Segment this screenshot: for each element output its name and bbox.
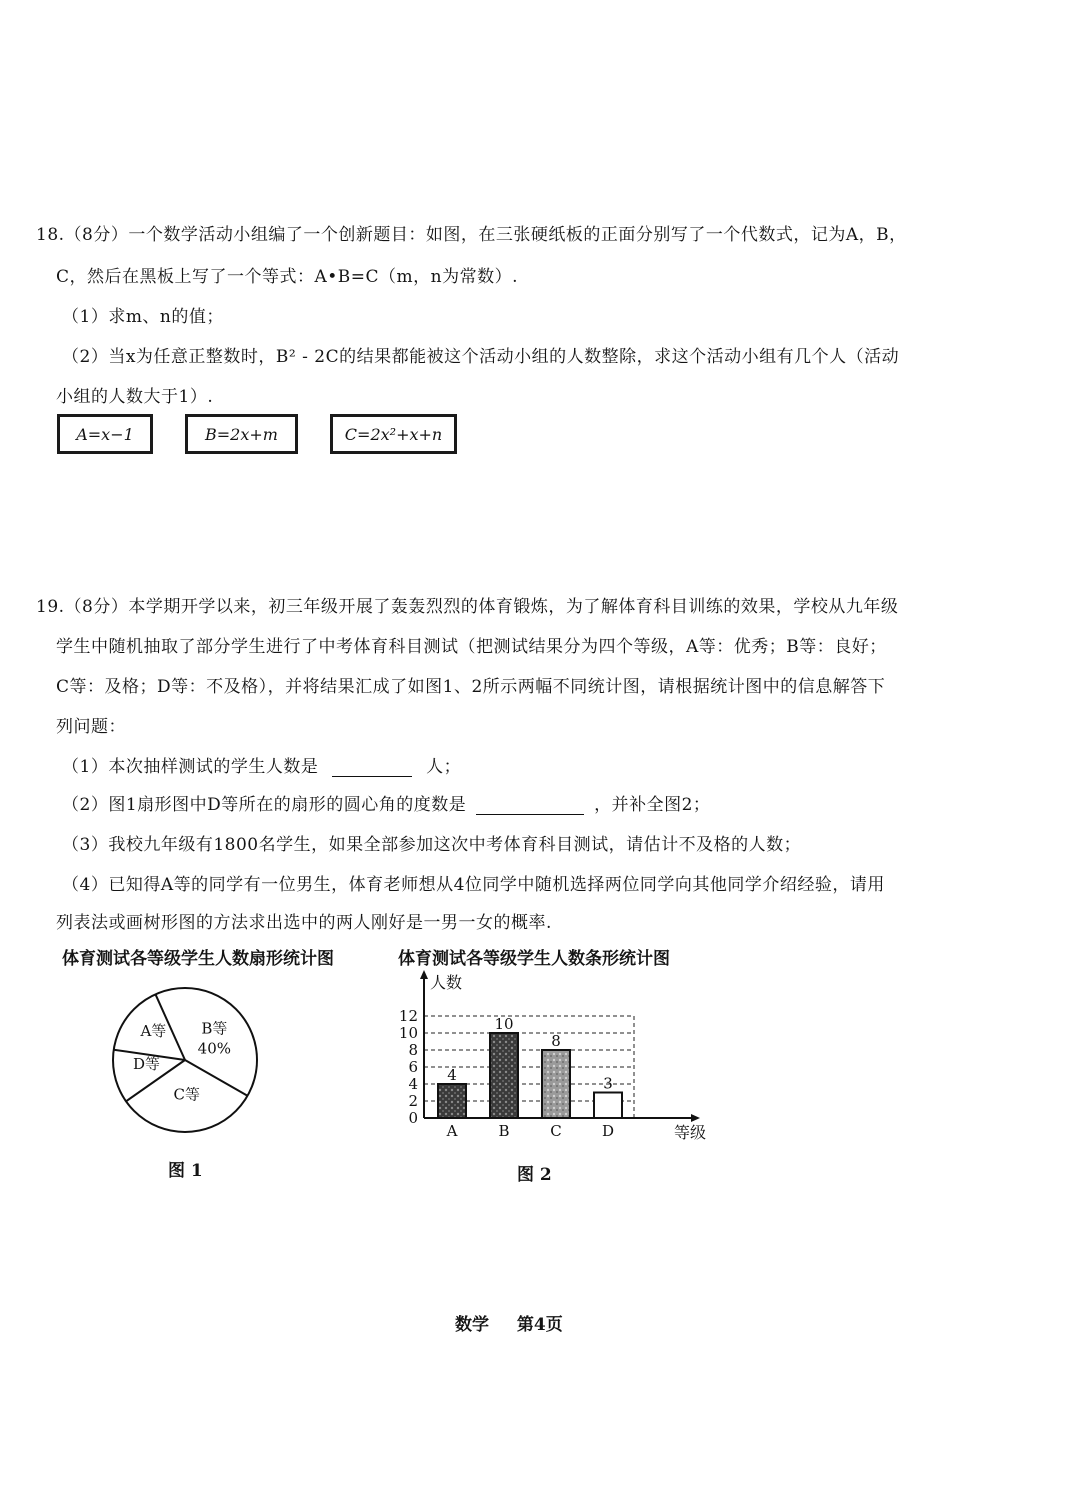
pie-chart-title: 体育测试各等级学生人数扇形统计图 [62,949,334,969]
answer-blank-1[interactable] [332,758,412,777]
figure-1-label: 图 1 [168,1161,203,1181]
q18-line2: C，然后在黑板上写了一个等式：A•B=C（m，n为常数）. [56,267,519,287]
x-tick-label: B [498,1122,510,1140]
figure-2-label: 图 2 [517,1165,552,1185]
bar-chart [372,968,707,1148]
y-tick-label: 12 [398,1007,418,1025]
q19-part4-cont: 列表法或画树形图的方法求出选中的两人刚好是一男一女的概率. [56,913,552,933]
y-tick-label: 4 [408,1075,418,1093]
q19-part2-text: （2）图1扇形图中D等所在的扇形的圆心角的度数是 [62,795,467,815]
footer-subject: 数学 [455,1315,489,1335]
footer-page-number: 第4页 [516,1315,563,1335]
bar-A [438,1084,466,1118]
q19-line1: 19.（8分）本学期开学以来，初三年级开展了轰轰烈烈的体育锻炼，为了解体育科目训练的效果，学校从九年级 [36,597,899,617]
q19-part1-unit: 人； [426,757,462,777]
pie-slice-label: A等 [140,1022,167,1041]
y-tick-label: 8 [408,1041,418,1059]
q19-line2: 学生中随机抽取了部分学生进行了中考体育科目测试（把测试结果分为四个等级，A等：优秀；B等：良好； [56,637,887,657]
y-tick-label: 0 [408,1109,418,1127]
pie-slice-label: B等 [201,1019,228,1038]
card-c: C=2x²+x+n [330,414,457,454]
x-axis-label: 等级 [674,1123,707,1142]
card-a: A=x−1 [57,414,153,454]
bar-value-label: 3 [603,1074,613,1093]
q19-part4: （4）已知得A等的同学有一位男生，体育老师想从4位同学中随机选择两位同学向其他同学介绍经验，请用 [62,875,885,895]
q19-part1-text: （1）本次抽样测试的学生人数是 [62,757,319,777]
pie-slice-label: C等 [173,1085,201,1104]
bar-chart-title: 体育测试各等级学生人数条形统计图 [398,949,670,969]
q19-part1 [62,752,461,777]
page-footer [455,1310,585,1335]
q19-part3: （3）我校九年级有1800名学生，如果全部参加这次中考体育科目测试，请估计不及格的人数； [62,835,802,855]
q18-part2-cont: 小组的人数大于1）. [56,387,214,407]
pie-chart [95,970,275,1150]
x-axis-arrow [691,1114,700,1122]
pie-slice-percent: 40% [197,1039,232,1058]
bar-D [594,1093,622,1119]
y-tick-label: 2 [408,1092,418,1110]
y-tick-label: 10 [398,1024,418,1042]
q18-part2: （2）当x为任意正整数时，B² - 2C的结果都能被这个活动小组的人数整除，求这个活动小组有几个人（活动 [62,347,900,367]
y-tick-label: 6 [408,1058,418,1076]
q19-part2 [62,790,710,815]
bar-value-label: 4 [447,1066,457,1084]
pie-slice-label: D等 [132,1055,160,1074]
x-tick-label: A [446,1122,458,1140]
y-axis-arrow [420,970,428,979]
bar-value-label: 10 [494,1015,514,1033]
q19-line4: 列问题： [56,717,126,737]
bar-value-label: 8 [551,1032,561,1050]
q18-line1: 18.（8分）一个数学活动小组编了一个创新题目：如图，在三张硬纸板的正面分别写了一个代数式，记为A，B， [36,225,907,245]
answer-blank-2[interactable] [476,796,584,815]
q18-part1: （1）求m、n的值； [62,307,224,327]
card-b: B=2x+m [185,414,298,454]
x-tick-label: D [601,1122,615,1140]
x-tick-label: C [550,1122,562,1140]
y-axis-label: 人数 [430,973,463,992]
q19-part2-tail: ，并补全图2； [594,795,711,815]
bar-B [490,1033,518,1118]
q19-line3: C等：及格；D等：不及格），并将结果汇成了如图1、2所示两幅不同统计图，请根据统计图中的信息解答下 [56,677,886,697]
bar-C [542,1050,570,1118]
